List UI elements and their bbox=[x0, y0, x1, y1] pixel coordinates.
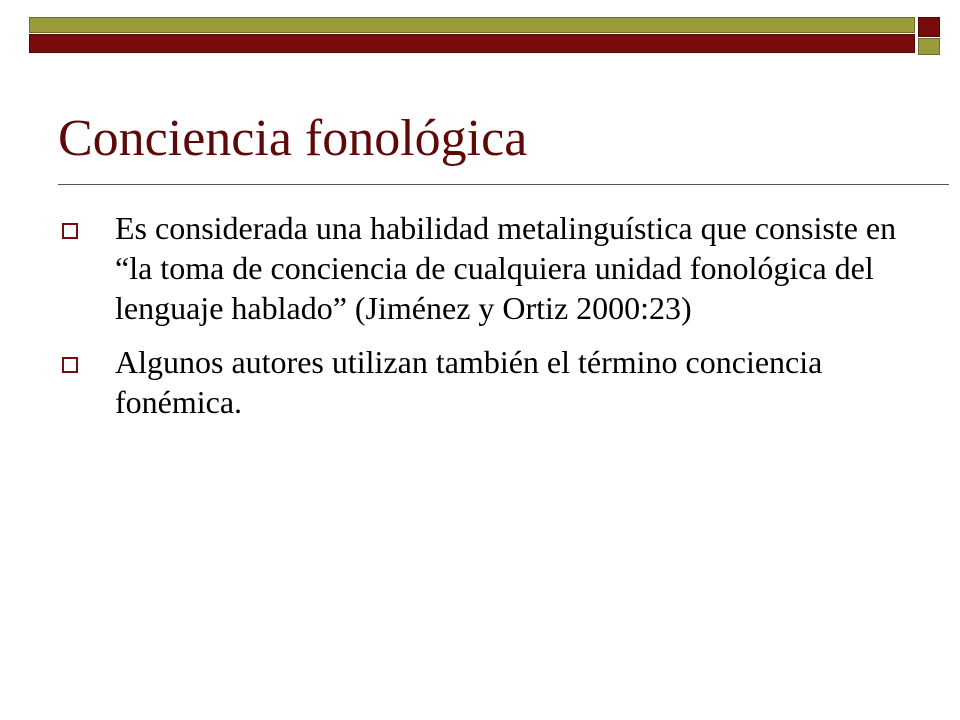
decorative-olive-square bbox=[918, 38, 940, 55]
bullet-item bbox=[58, 342, 918, 422]
hollow-square-icon bbox=[62, 223, 78, 239]
bullet-item bbox=[58, 208, 918, 328]
hollow-square-icon bbox=[62, 357, 78, 373]
bullet-text: Es considerada una habilidad metalinguística que consiste en “la toma de conciencia de cualquiera unidad fonológica del lenguaje hablado” (Jiménez y Ortiz 2000:23) bbox=[115, 210, 897, 326]
bullet-text: Algunos autores utilizan también el término conciencia fonémica. bbox=[115, 344, 823, 420]
decorative-maroon-bar bbox=[29, 34, 915, 53]
bullet-list bbox=[58, 208, 918, 436]
decorative-maroon-square bbox=[918, 17, 940, 37]
decorative-olive-bar bbox=[29, 17, 915, 33]
slide-title: Conciencia fonológica bbox=[58, 110, 528, 167]
title-divider bbox=[58, 184, 949, 185]
